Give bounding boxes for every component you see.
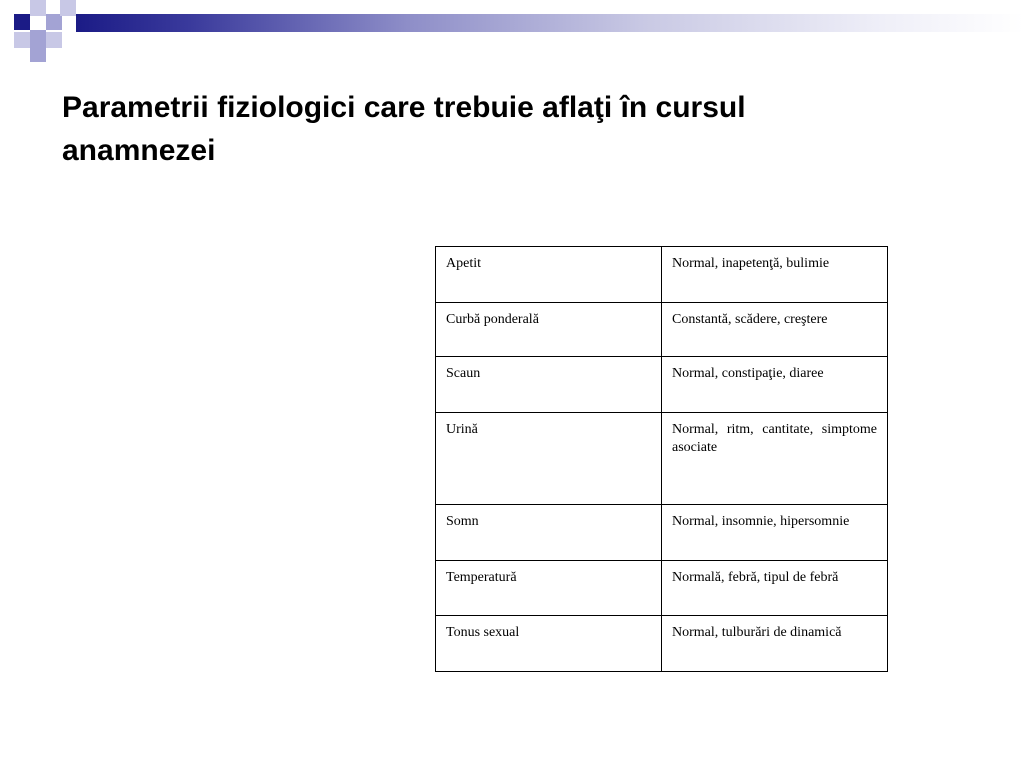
decor-square-light bbox=[60, 0, 76, 16]
slide-title: Parametrii fiziologici care trebuie aflaţi în cursul anamnezei bbox=[62, 91, 746, 167]
table-row bbox=[436, 505, 888, 561]
values-cell: Normală, febră, tipul de febră bbox=[662, 561, 888, 616]
decor-square-medium bbox=[30, 46, 46, 62]
parameter-cell: Temperatură bbox=[436, 561, 662, 616]
values-cell: Normal, ritm, cantitate, simptome asociate bbox=[662, 413, 888, 505]
slide-decoration bbox=[0, 0, 1024, 64]
decor-square-medium bbox=[30, 30, 46, 46]
decor-square-medium bbox=[46, 14, 62, 30]
table-row bbox=[436, 247, 888, 303]
parameter-cell: Scaun bbox=[436, 357, 662, 413]
parameters-table bbox=[435, 246, 888, 672]
table-row bbox=[436, 616, 888, 672]
values-cell: Normal, tulburări de dinamică bbox=[662, 616, 888, 672]
table-row bbox=[436, 413, 888, 505]
table-row bbox=[436, 357, 888, 413]
table-row bbox=[436, 561, 888, 616]
values-cell: Normal, inapetenţă, bulimie bbox=[662, 247, 888, 303]
parameter-cell: Tonus sexual bbox=[436, 616, 662, 672]
decor-square-light bbox=[46, 32, 62, 48]
decor-square-light bbox=[14, 32, 30, 48]
parameter-cell: Curbă ponderală bbox=[436, 303, 662, 357]
parameter-cell: Urină bbox=[436, 413, 662, 505]
parameter-cell: Somn bbox=[436, 505, 662, 561]
decor-square-dark bbox=[14, 14, 30, 30]
values-cell: Normal, insomnie, hipersomnie bbox=[662, 505, 888, 561]
gradient-bar bbox=[76, 14, 1024, 32]
values-cell: Constantă, scădere, creştere bbox=[662, 303, 888, 357]
decor-square-light bbox=[30, 0, 46, 16]
parameter-cell: Apetit bbox=[436, 247, 662, 303]
table-row bbox=[436, 303, 888, 357]
values-cell: Normal, constipaţie, diaree bbox=[662, 357, 888, 413]
